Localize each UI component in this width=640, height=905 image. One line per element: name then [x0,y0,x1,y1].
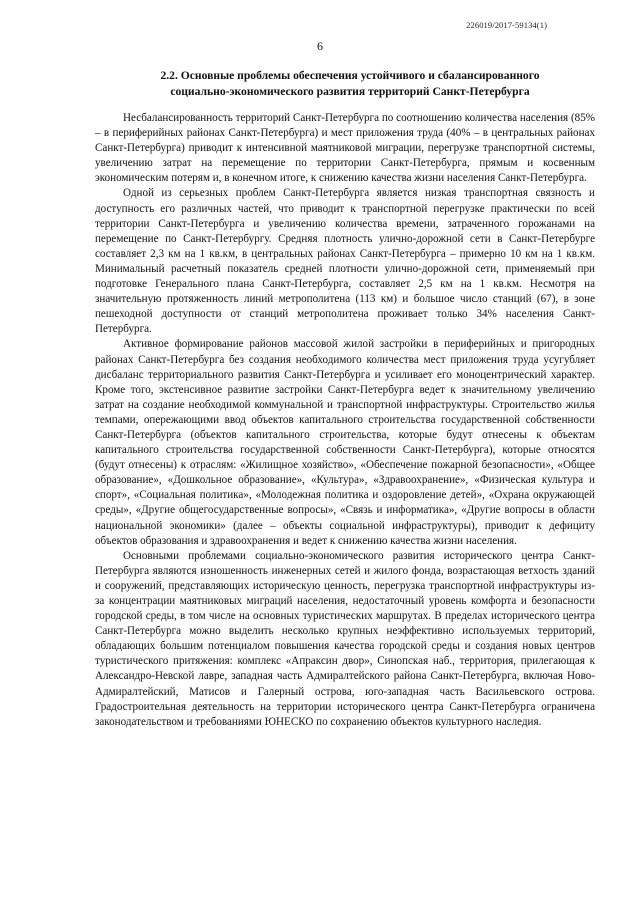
paragraph-2: Одной из серьезных проблем Санкт-Петербурга является низкая транспортная связность и доступность его различных частей, что приводит к транспортной перегрузке практически по всей территории Санкт-Петербурга и увеличению количества времени, затраченного горожанами на перемещение по Санкт-Петербургу. Средняя плотность улично-дорожной сети в Санкт-Петербурге составляет 2,3 км на 1 кв.км, в центральных районах Санкт-Петербурга – примерно 10 км на 1 кв.км. Минимальный расчетный показатель средней плотности улично-дорожной сети, применяемый при подготовке Генерального плана Санкт-Петербурга, составляет 2,5 км на 1 кв.км. Несмотря на значительную протяженность линий метрополитена (113 км) и большое число станций (67), в зоне пешеходной доступности от станций метрополитена проживает только 34% населения Санкт-Петербурга. [95,187,595,336]
body-text [95,111,595,730]
section-heading-line-1: 2.2. Основные проблемы обеспечения устойчивого и сбалансированного [160,69,540,82]
page-number: 6 [317,39,323,53]
paragraph-1: Несбалансированность территорий Санкт-Петербурга по соотношению количества населения (85% – в периферийных районах Санкт-Петербурга) и мест приложения труда (40% – в центральных районах Санкт-Петербурга) приводит к интенсивной маятниковой миграции, перегрузке транспортной системы, увеличению затрат на перемещение по территории Санкт-Петербурга, прямым и косвенным экономическим потерям и, в конечном итоге, к снижению качества жизни населения Санкт-Петербурга. [95,112,595,185]
section-heading [110,68,590,100]
section-heading-line-2: социально-экономического развития территорий Санкт-Петербурга [170,85,530,98]
document-id: 226019/2017-59134(1) [466,20,547,30]
paragraph-4: Основными проблемами социально-экономического развития исторического центра Санкт-Петербурга являются изношенность инженерных сетей и жилого фонда, возрастающая ветхость зданий и сооружений, представляющих историческую ценность, перегрузка транспортной инфраструктуры из-за концентрации маятниковых миграций населения, недостаточный уровень комфорта и безопасности городской среды, в том числе на основных туристических маршрутах. В пределах исторического центра Санкт-Петербурга можно выделить несколько крупных неэффективно используемых территорий, обладающих большим потенциалом повышения качества городской среды и создания новых центров туристического притяжения: комплекс «Апраксин двор», Синопская наб., территория, прилегающая к Александро-Невской лавре, западная часть Адмиралтейского района Санкт-Петербурга, включая Ново-Адмиралтейский, Матисов и Галерный острова, юго-западная часть Васильевского острова. Градостроительная деятельность на территории исторического центра Санкт-Петербурга ограничена законодательством и требованиями ЮНЕСКО по сохранению объектов культурного наследия. [95,549,595,728]
paragraph-3: Активное формирование районов массовой жилой застройки в периферийных и пригородных районах Санкт-Петербурга без создания необходимого количества мест приложения труда усугубляет дисбаланс территориального развития Санкт-Петербурга и усиливает его моноцентрический характер. Кроме того, экстенсивное развитие застройки Санкт-Петербурга ведет к значительному увеличению затрат на создание необходимой коммунальной и транспортной инфраструктуры. Строительство жилья темпами, опережающими ввод объектов капитального строительства государственной собственности Санкт-Петербурга (объектов капитального строительства, которые будут отнесены к объектам капитального строительства государственной собственности Санкт-Петербурга), которые относятся (будут отнесены) к отраслям: «Жилищное хозяйство», «Обеспечение пожарной безопасности», «Общее образование», «Дошкольное образование», «Культура», «Здравоохранение», «Физическая культура и спорт», «Социальная политика», «Молодежная политика и оздоровление детей», «Охрана окружающей среды», «Другие общегосударственные вопросы», «Связь и информатика», «Другие вопросы в области национальной экономики» (далее – объекты социальной инфраструктуры), приводит к дефициту объектов образования и здравоохранения и ведет к снижению качества жизни населения. [95,338,595,547]
